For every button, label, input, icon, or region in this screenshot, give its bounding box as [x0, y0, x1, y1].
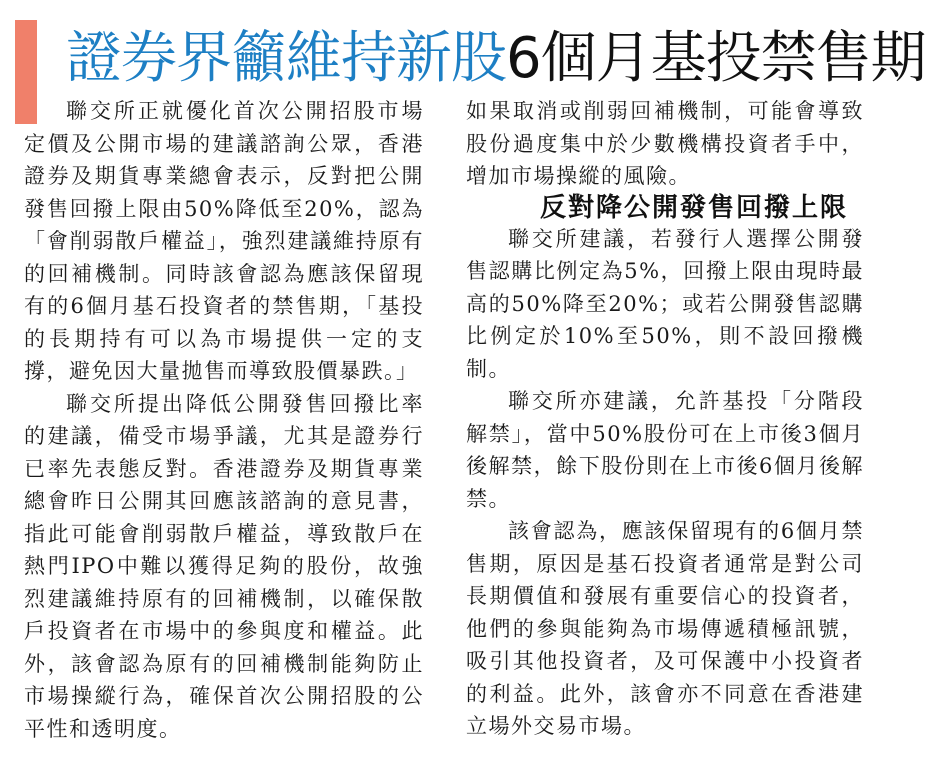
headline	[66, 18, 926, 100]
article-paragraph-continuation: 如果取消或削弱回補機制，可能會導致股份過度集中於少數機構投資者手中，增加市場操縱的風險。	[466, 99, 864, 188]
article-right-column	[466, 95, 864, 743]
headline-text-period: 6個月基投禁售期	[506, 26, 926, 91]
article-left-column	[24, 95, 424, 745]
headline-text-main: 證券界籲維持新股	[66, 26, 506, 91]
article-paragraph: 聯交所亦建議，允許基投「分階段解禁」，當中50%股份可在上市後3個月後解禁，餘下股份則在上市後6個月後解禁。	[466, 389, 864, 511]
article-paragraph: 該會認為，應該保留現有的6個月禁售期，原因是基石投資者通常是對公司長期價值和發展有重要信心的投資者，他們的參與能夠為市場傳遞積極訊號，吸引其他投資者，及可保護中小投資者的利益。此外，該會亦不同意在香港建立場外交易市場。	[466, 519, 864, 738]
article-paragraph: 聯交所提出降低公開發售回撥比率的建議，備受市場爭議，尤其是證券行已率先表態反對。香港證券及期貨專業總會昨日公開其回應該諮詢的意見書，指此可能會削弱散戶權益，導致散戶在熱門IPO中難以獲得足夠的股份，故強烈建議維持原有的回補機制，以確保散戶投資者在市場中的參與度和權益。此外，該會認為原有的回補機制能夠防止市場操縱行為，確保首次公開招股的公平性和透明度。	[24, 391, 424, 741]
article-subheading: 反對降公開發售回撥上限	[540, 192, 849, 223]
article-paragraph: 聯交所正就優化首次公開招股市場定價及公開市場的建議諮詢公眾，香港證券及期貨專業總會表示，反對把公開發售回撥上限由50%降低至20%，認為「會削弱散戶權益」，強烈建議維持原有的回補機制。同時該會認為應該保留現有的6個月基石投資者的禁售期，「基投的長期持有可以為市場提供一定的支撐，避免因大量拋售而導致股價暴跌。」	[24, 99, 424, 383]
article-paragraph: 聯交所建議，若發行人選擇公開發售認購比例定為5%，回撥上限由現時最高的50%降至20%；或若公開發售認購比例定於10%至50%，則不設回撥機制。	[466, 226, 864, 381]
